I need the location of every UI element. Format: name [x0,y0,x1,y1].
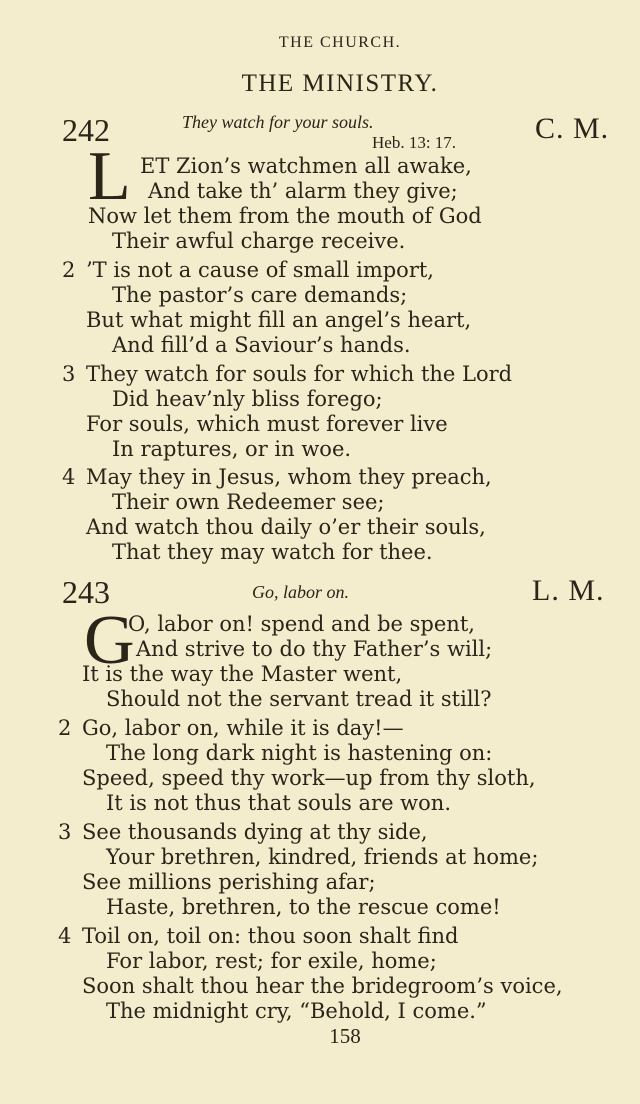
page-number: 158 [329,1024,361,1048]
verse-number: 2 [58,716,72,740]
verse-line: See thousands dying at thy side, [82,820,428,844]
verse-line: Their awful charge receive. [112,229,406,253]
verse-line: See millions perishing afar; [82,870,376,894]
drop-cap: L [88,138,131,215]
verse-line: O, labor on! spend and be spent, [128,612,475,636]
hymn-title: Go, labor on. [252,582,350,602]
verse-number: 3 [62,362,76,386]
verse-line: ET Zion’s watchmen all awake, [140,154,472,178]
hymn-meter: L. M. [532,574,605,607]
verse-line: The midnight cry, “Behold, I come.” [106,999,487,1023]
section-title: THE MINISTRY. [241,70,439,97]
running-head: THE CHURCH. [278,34,402,51]
verse-line: Toil on, toil on: thou soon shalt find [82,924,459,948]
verse-line: Should not the servant tread it still? [106,687,492,711]
verse-line: Your brethren, kindred, friends at home; [106,845,539,869]
verse-line: For souls, which must forever live [86,412,448,436]
verse-line: Their own Redeemer see; [112,490,385,514]
verse-line: The pastor’s care demands; [112,283,408,307]
verse-line: And fill’d a Saviour’s hands. [112,333,411,357]
verse-line: It is the way the Master went, [82,662,403,686]
verse-line: Speed, speed thy work—up from thy sloth, [82,766,536,790]
verse-number: 2 [62,258,76,282]
verse-line: And watch thou daily o’er their souls, [86,515,486,539]
verse-line: And take th’ alarm they give; [148,179,458,203]
verse-line: They watch for souls for which the Lord [86,362,513,386]
verse-line: And strive to do thy Father’s will; [136,637,493,661]
hymn-number: 243 [62,574,110,610]
verse-line: Go, labor on, while it is day!— [82,716,404,740]
verse-line: May they in Jesus, whom they preach, [86,465,492,489]
verse-line: But what might fill an angel’s heart, [86,308,472,332]
hymn-title: They watch for your souls. [182,112,374,132]
verse-line: It is not thus that souls are won. [106,791,451,815]
verse-line: Now let them from the mouth of God [88,204,482,228]
scripture-reference: Heb. 13: 17. [372,133,457,152]
verse-line: Did heav’nly bliss forego; [112,387,383,411]
verse-line: ’T is not a cause of small import, [86,258,434,282]
verse-line: In raptures, or in woe. [112,437,352,461]
verse-number: 4 [58,924,72,948]
verse-line: That they may watch for thee. [112,540,433,564]
hymn-number: 242 [62,112,110,148]
hymn-meter: C. M. [535,112,610,145]
verse-line: Soon shalt thou hear the bridegroom’s voice, [82,974,563,998]
verse-line: The long dark night is hastening on: [106,741,493,765]
drop-cap: G [84,602,135,679]
verse-number: 4 [62,465,76,489]
verse-line: For labor, rest; for exile, home; [106,949,437,973]
verse-line: Haste, brethren, to the rescue come! [106,895,501,919]
verse-number: 3 [58,820,72,844]
